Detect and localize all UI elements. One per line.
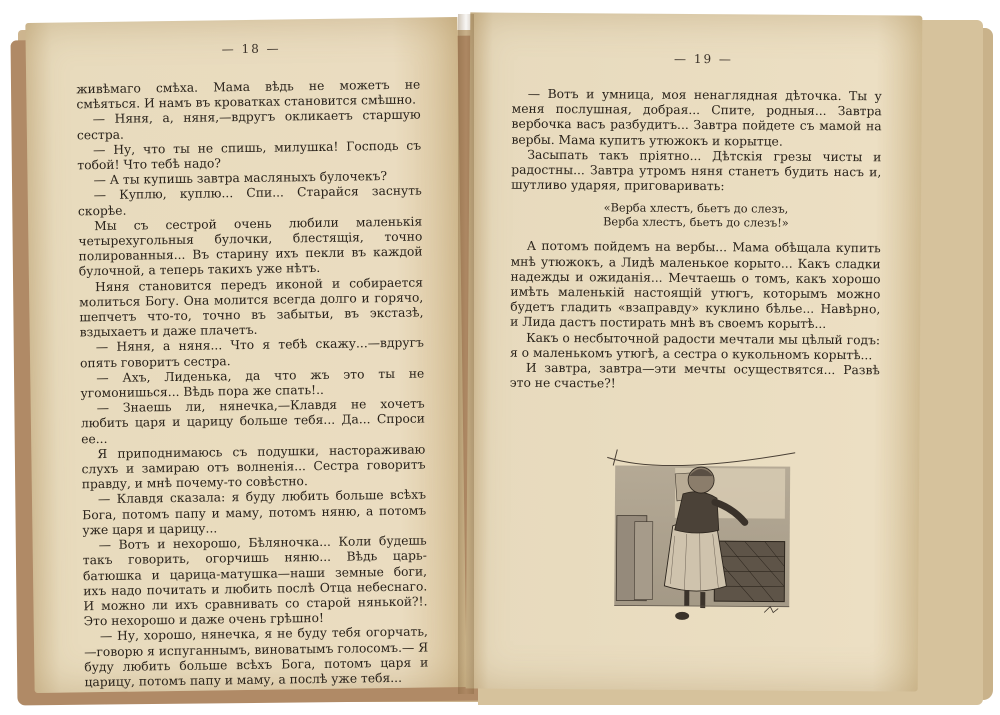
paragraph: И завтра, завтра—эти мечты осуществятся... Развѣ это не счастье?! xyxy=(509,360,880,391)
paragraph: — Ну, что ты не спишь, милушка! Господь съ тобой! Что тебѣ надо? xyxy=(77,138,422,173)
paragraph: — Знаешь ли, нянечка,—Клавдя не хочетъ любить царя и царицу больше тебя... Да... Спроси ее... xyxy=(80,396,426,446)
right-page xyxy=(466,12,923,691)
right-page-text xyxy=(510,87,882,394)
verse-line: «Верба хлестъ, бьетъ до слезъ, xyxy=(603,201,789,217)
girl-at-chest-illustration xyxy=(604,445,795,626)
page-number: — 18 — xyxy=(221,41,281,57)
left-page-text xyxy=(76,78,428,691)
paragraph: Няня становится передъ иконой и собирается молиться Богу. Она молится всегда долго и горячо, шепчетъ что-то, точно въ забытьи, въ экстазѣ, вздыхаетъ и даже плачетъ. xyxy=(79,275,424,340)
verse-line: Верба хлестъ, бьетъ до слезъ!» xyxy=(603,215,789,231)
paragraph: — Куплю, куплю... Спи... Старайся заснуть скорѣе. xyxy=(77,183,422,218)
book-gutter xyxy=(458,14,474,694)
paragraph: — Ахъ, Лиденька, да что жъ это ты не угомонишься... Вѣдь пора же спать!.. xyxy=(80,366,425,401)
paragraph: Засыпать такъ пріятно... Дѣтскія грезы чисты и радостны... Завтра утромъ няня станетъ будить насъ и, шутливо ударяя, приговаривать: xyxy=(511,147,882,194)
verse xyxy=(511,201,881,232)
paragraph: Мы съ сестрой очень любили маленькія четырехугольныя булочки, блестящія, точно полированныя... Въ старину ихъ пекли въ каждой булочной, а теперь такихъ уже нѣтъ. xyxy=(78,214,423,279)
paragraph: — Ну, хорошо, нянечка, я не буду тебя огорчать,—говорю я испуганнымъ, виноватымъ голосомъ.— Я буду любить больше всѣхъ Бога, потомъ царя и царицу, потомъ папу и маму, а послѣ уже тебя... xyxy=(84,624,429,690)
paragraph: Какъ о несбыточной радости мечтали мы цѣлый годъ: я о маленькомъ утюгѣ, а сестра о кукольномъ корытѣ... xyxy=(509,330,881,363)
paragraph: А потомъ пойдемъ на вербы... Мама обѣщала купить мнѣ утюжокъ, а Лидѣ маленькое корыто... Какъ сладки надежды и ожиданія... Мечтаешь о томъ, какъ хорошо имѣть маленькій настоящій утюгъ, которымъ можно будетъ гладить «взаправду» куклино бѣлье... Навѣрно, и Лида дастъ постирать мнѣ въ своемъ корытѣ... xyxy=(510,239,881,332)
paragraph: — Няня, а, няня,—вдругъ окликаетъ старшую сестра. xyxy=(76,107,421,142)
paragraph: — Вотъ и умница, моя ненаглядная дѣточка. Ты у меня послушная, добрая... Спите, родныя... Завтра вербочка васъ разбудитъ... Завтра пойдете съ мамой на вербы. Мама купитъ утюжокъ и корытце. xyxy=(511,86,882,149)
paragraph: живѣмаго смѣха. Мама вѣдь не можетъ не смѣяться. И намъ въ кроватках становится смѣшно. xyxy=(76,77,421,112)
paragraph: — Няня, а няня... Что я тебѣ скажу...—вдругъ опять говоритъ сестра. xyxy=(79,335,424,370)
left-page xyxy=(25,17,466,693)
paragraph: — Вотъ и нехорошо, Бѣляночка... Коли будешь такъ говорить, огорчишь няню... Вѣдь царь-батюшка и царица-матушка—наши земные боги, ихъ надо почитать и любить послѣ Отца небеснаго. И можно ли ихъ сравнивать со старой нянькой?!. Это нехорошо и даже очень грѣшно! xyxy=(82,533,428,629)
paragraph: — А ты купишь завтра масляныхъ булочекъ? xyxy=(93,169,388,188)
paragraph: — Клавдя сказала: я буду любить больше всѣхъ Бога, потомъ папу и маму, потомъ няню, а потомъ уже царя и царицу... xyxy=(82,487,427,538)
paragraph: Я приподнимаюсь съ подушки, настораживаю слухъ и замираю отъ волненія... Сестра говоритъ правду, и мнѣ почему-то совѣстно. xyxy=(81,442,426,492)
page-number: — 19 — xyxy=(673,51,733,67)
